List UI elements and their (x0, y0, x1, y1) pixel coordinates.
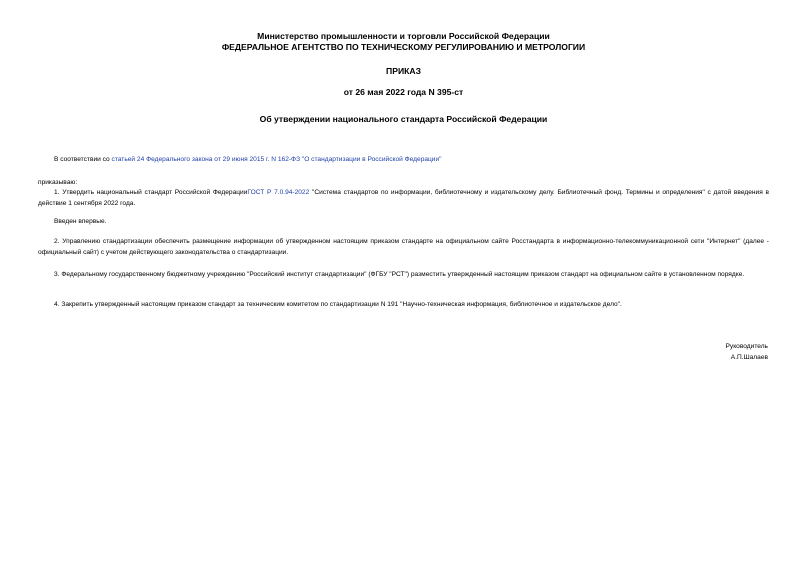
preamble-prefix: В соответствии со (54, 156, 112, 163)
item-1-prefix: 1. Утвердить национальный стандарт Российской Федерации (54, 189, 248, 196)
document-subject: Об утверждении национального стандарта Российской Федерации (259, 114, 548, 124)
item-1 (38, 188, 769, 209)
law-article-link[interactable]: статьей 24 Федерального закона от 29 июня 2015 г. N 162-ФЗ "О стандартизации в Российской Федерации" (111, 156, 442, 163)
document-date-number: от 26 мая 2022 года N 395-ст (343, 87, 464, 97)
document-type: ПРИКАЗ (386, 66, 421, 76)
ministry-name: Министерство промышленности и торговли Российской Федерации (257, 31, 550, 41)
gost-link[interactable]: ГОСТ Р 7.0.94-2022 (247, 189, 310, 196)
introduced-first: Введен впервые. (54, 218, 107, 225)
item-2: 2. Управлению стандартизации обеспечить размещение информации об утвержденном настоящим приказом стандарте на официальном сайте Росстандарта в информационно-телекоммуникационной сети "Интернет" (далее - официальный сайт) с учетом действующего законодательства о стандартизации. (38, 238, 769, 256)
item-3: 3. Федеральному государственному бюджетному учреждению "Российский институт стандартизации" (ФГБУ "РСТ") разместить утвержденный настоящим приказом стандарт на официальном сайте в установленном порядке. (54, 271, 745, 278)
agency-name: ФЕДЕРАЛЬНОЕ АГЕНТСТВО ПО ТЕХНИЧЕСКОМУ РЕГУЛИРОВАНИЮ И МЕТРОЛОГИИ (221, 42, 586, 52)
item-1-suffix: "Система стандартов по информации, библиотечному и издательскому делу. Библиотечный фонд. Термины и определения" с датой введения в действие 1 сентября 2022 года. (38, 189, 769, 207)
signature-title: Руководитель (725, 343, 768, 350)
preamble (38, 155, 769, 166)
item-4: 4. Закрепить утвержденный настоящим приказом стандарт за техническим комитетом по стандартизации N 191 "Научно-техническая информация, библиотечное и издательское дело". (54, 301, 622, 308)
signature-name: А.П.Шалаев (730, 354, 768, 361)
order-word: приказываю: (38, 179, 78, 186)
